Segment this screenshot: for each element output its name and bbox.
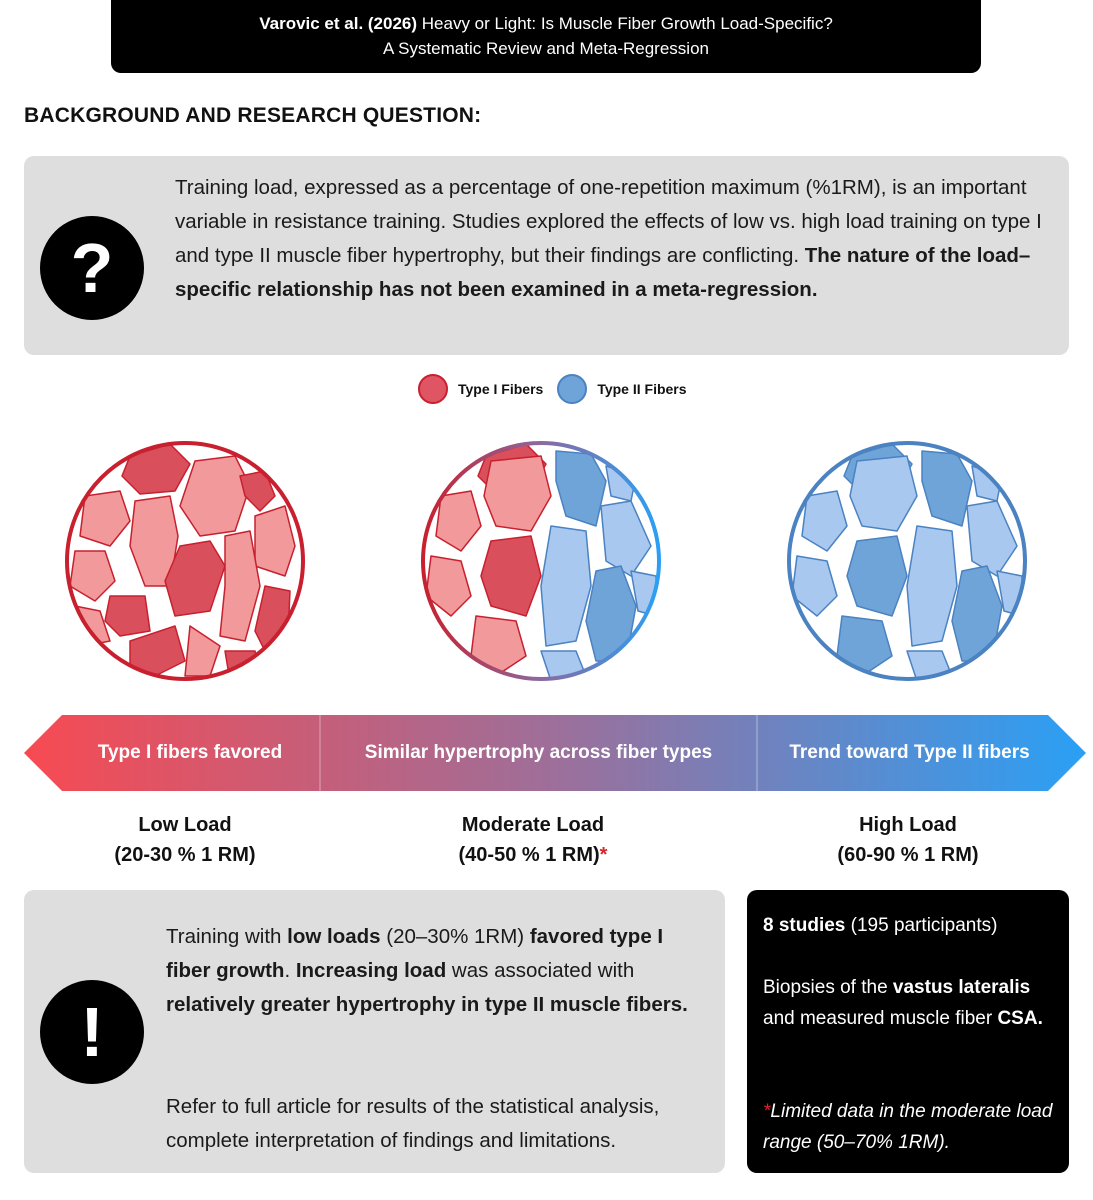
study-b2: vastus lateralis (892, 977, 1031, 998)
moderate-load-range: (40-50 % 1 RM) (458, 844, 600, 866)
background-text-plain: Training load, expressed as a percentage of one-repetition maximum (%1RM), is an important variable in resistance training. Studies explored the effects of low vs. high load training on type I and type II muscle fiber hypertrophy, but their findings are conflicting. (175, 176, 1042, 267)
spectrum-left-label: Type I fibers favored (97, 742, 283, 763)
background-box (24, 156, 1069, 355)
fiber-legend (418, 372, 701, 406)
spectrum-middle-label: Similar hypertrophy across fiber types (364, 742, 713, 763)
result-t6: Increasing load (295, 959, 447, 982)
type1-swatch-icon (418, 374, 448, 404)
result-box (24, 890, 725, 1173)
result-t7: was associated with (446, 959, 635, 982)
exclamation-icon: ! (40, 980, 144, 1084)
study-limitation (763, 1096, 1058, 1158)
background-text-bold: The nature of the load–specific relationship has not been examined in a meta-regression. (175, 244, 1031, 301)
result-text (166, 920, 711, 1022)
high-load-fiber-illustration (782, 436, 1032, 686)
study-count (763, 910, 1058, 941)
result-t3: (20–30% 1RM) (380, 925, 530, 948)
legend-type2 (557, 374, 686, 404)
low-load-label (35, 810, 335, 870)
legend-type2-label: Type II Fibers (597, 381, 687, 397)
study-b1: Biopsies of the (763, 977, 893, 998)
study-info-box (747, 890, 1069, 1173)
moderate-load-star: * (599, 844, 608, 866)
background-text (175, 171, 1045, 307)
spectrum-right-label: Trend toward Type II fibers (789, 742, 1030, 763)
header-authors: Varovic et al. (2026) (259, 14, 418, 33)
low-load-fiber-illustration (60, 436, 310, 686)
header-banner (111, 0, 981, 73)
result-t5: . (284, 959, 296, 982)
type2-swatch-icon (557, 374, 587, 404)
legend-type1-label: Type I Fibers (458, 381, 544, 397)
header-title-line2: A Systematic Review and Meta-Regression (383, 39, 709, 58)
result-t8: relatively greater hypertrophy in type II muscle fibers. (166, 993, 688, 1016)
result-t1: Training with (166, 925, 288, 948)
moderate-load-fiber-illustration (416, 436, 666, 686)
low-load-name: Low Load (138, 814, 232, 836)
low-load-range: (20-30 % 1 RM) (114, 844, 256, 866)
section-title: BACKGROUND AND RESEARCH QUESTION: (24, 104, 482, 127)
study-b4: CSA. (997, 1008, 1043, 1029)
study-star: * (763, 1101, 771, 1122)
study-count-bold: 8 studies (763, 915, 846, 936)
high-load-range: (60-90 % 1 RM) (837, 844, 979, 866)
study-participants: (195 participants) (845, 915, 998, 936)
result-t4: favored type I fiber growth (166, 925, 664, 982)
moderate-load-name: Moderate Load (461, 814, 605, 836)
high-load-name: High Load (859, 814, 957, 836)
result-t2: low loads (287, 925, 381, 948)
moderate-load-label (383, 810, 683, 870)
high-load-label (758, 810, 1058, 870)
question-mark-icon: ? (40, 216, 144, 320)
result-note: Refer to full article for results of the statistical analysis, complete interpretation of findings and limitations. (166, 1095, 660, 1152)
legend-type1 (418, 374, 543, 404)
study-b3: and measured muscle fiber (763, 1008, 998, 1029)
study-methods (763, 972, 1058, 1034)
study-limit: Limited data in the moderate load range (50–70% 1RM). (763, 1101, 1053, 1153)
header-title-line1: Heavy or Light: Is Muscle Fiber Growth Load-Specific? (417, 14, 833, 33)
